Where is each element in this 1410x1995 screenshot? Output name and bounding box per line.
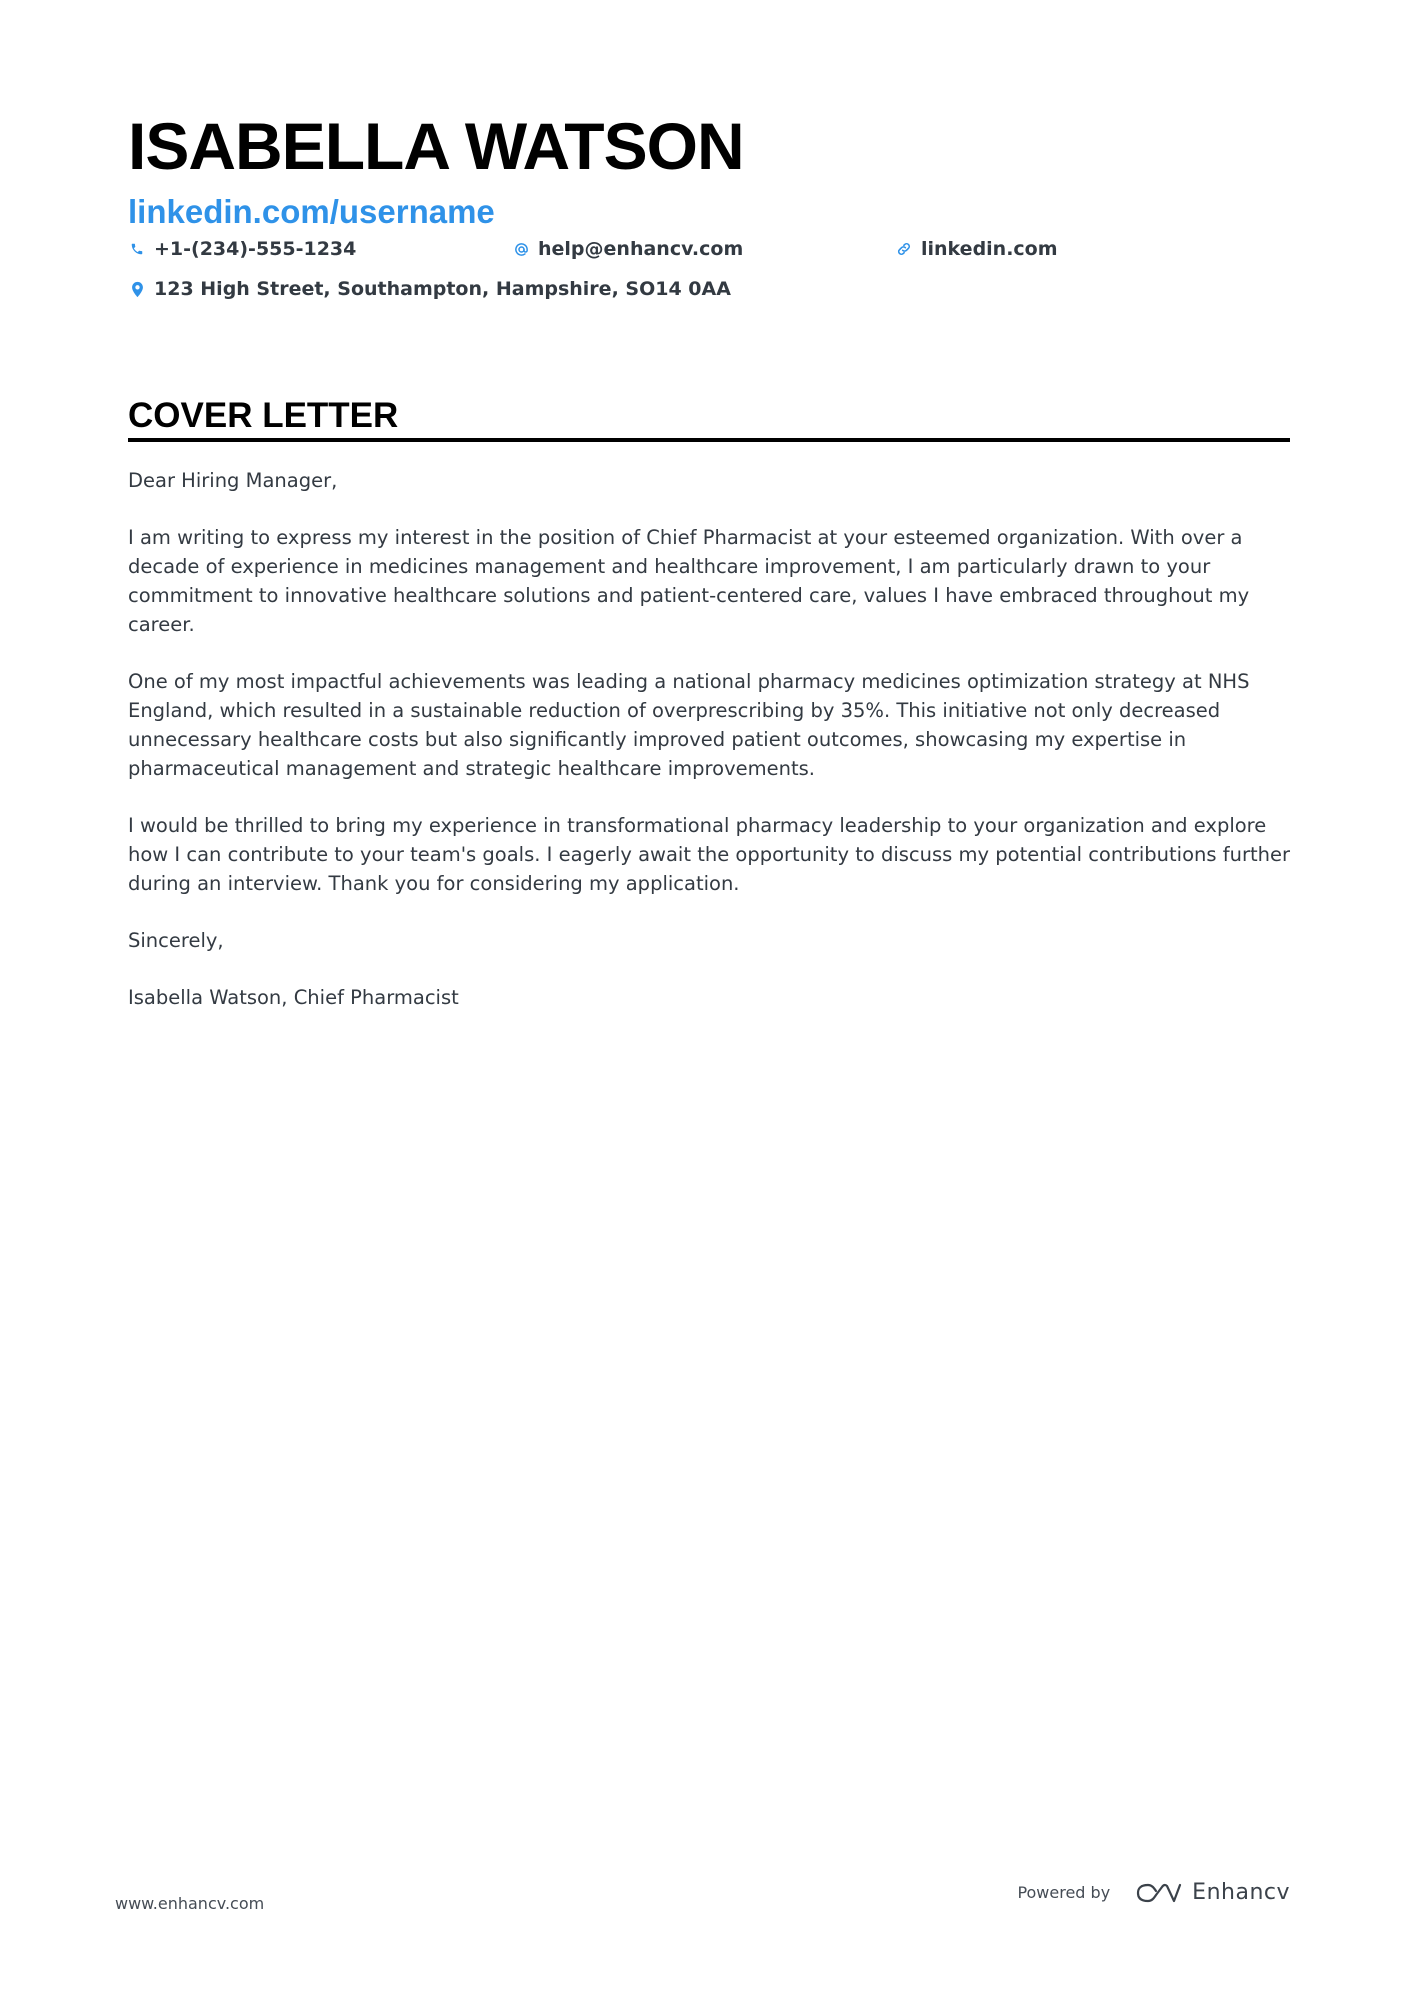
header bbox=[128, 106, 1290, 300]
phone-icon bbox=[128, 239, 146, 259]
at-icon bbox=[512, 239, 530, 259]
email-text: help@enhancv.com bbox=[538, 238, 744, 260]
powered-by-label: Powered by bbox=[1017, 1883, 1111, 1902]
letter-paragraph: One of my most impactful achievements was leading a national pharmacy medicines optimization strategy at NHS England, which resulted in a sustainable reduction of overprescribing by 35%. This initiative not only decreased unnecessary healthcare costs but also significantly improved patient outcomes, showcasing my expertise in pharmaceutical management and strategic healthcare improvements. bbox=[128, 670, 1250, 780]
letter-paragraph: I would be thrilled to bring my experience in transformational pharmacy leadership to your organization and explore how I can contribute to your team's goals. I eagerly await the opportunity to discuss my potential contributions further during an interview. Thank you for considering my application. bbox=[128, 814, 1290, 895]
letter-signature: Isabella Watson, Chief Pharmacist bbox=[128, 986, 459, 1009]
footer-website-link[interactable]: www.enhancv.com bbox=[115, 1894, 265, 1913]
link-text: linkedin.com bbox=[921, 238, 1058, 260]
contact-link[interactable] bbox=[895, 238, 1058, 260]
section-title: COVER LETTER bbox=[128, 396, 399, 435]
contact-address bbox=[128, 278, 731, 300]
link-icon bbox=[895, 239, 913, 259]
location-pin-icon bbox=[128, 279, 146, 299]
header-subtitle-link[interactable]: linkedin.com/username bbox=[128, 193, 495, 230]
contact-email[interactable] bbox=[512, 238, 743, 260]
brand-link[interactable] bbox=[1136, 1880, 1290, 1905]
brand-name: Enhancv bbox=[1192, 1880, 1290, 1905]
contact-info bbox=[128, 238, 1290, 328]
address-text: 123 High Street, Southampton, Hampshire, SO14 0AA bbox=[154, 278, 731, 300]
letter-closing: Sincerely, bbox=[128, 929, 224, 952]
letter-greeting: Dear Hiring Manager, bbox=[128, 469, 338, 492]
phone-text: +1-(234)-555-1234 bbox=[154, 238, 357, 260]
section-divider bbox=[128, 438, 1290, 442]
contact-phone[interactable] bbox=[128, 238, 356, 260]
enhancv-logo-icon bbox=[1136, 1881, 1182, 1905]
letter-body bbox=[128, 466, 1293, 1040]
letter-paragraph: I am writing to express my interest in the position of Chief Pharmacist at your esteemed organization. With over a decade of experience in medicines management and healthcare improvement, I am particularly drawn to your commitment to innovative healthcare solutions and patient-centered care, values I have embraced throughout my career. bbox=[128, 526, 1250, 636]
footer-branding bbox=[1017, 1880, 1290, 1905]
candidate-name: ISABELLA WATSON bbox=[128, 109, 744, 183]
